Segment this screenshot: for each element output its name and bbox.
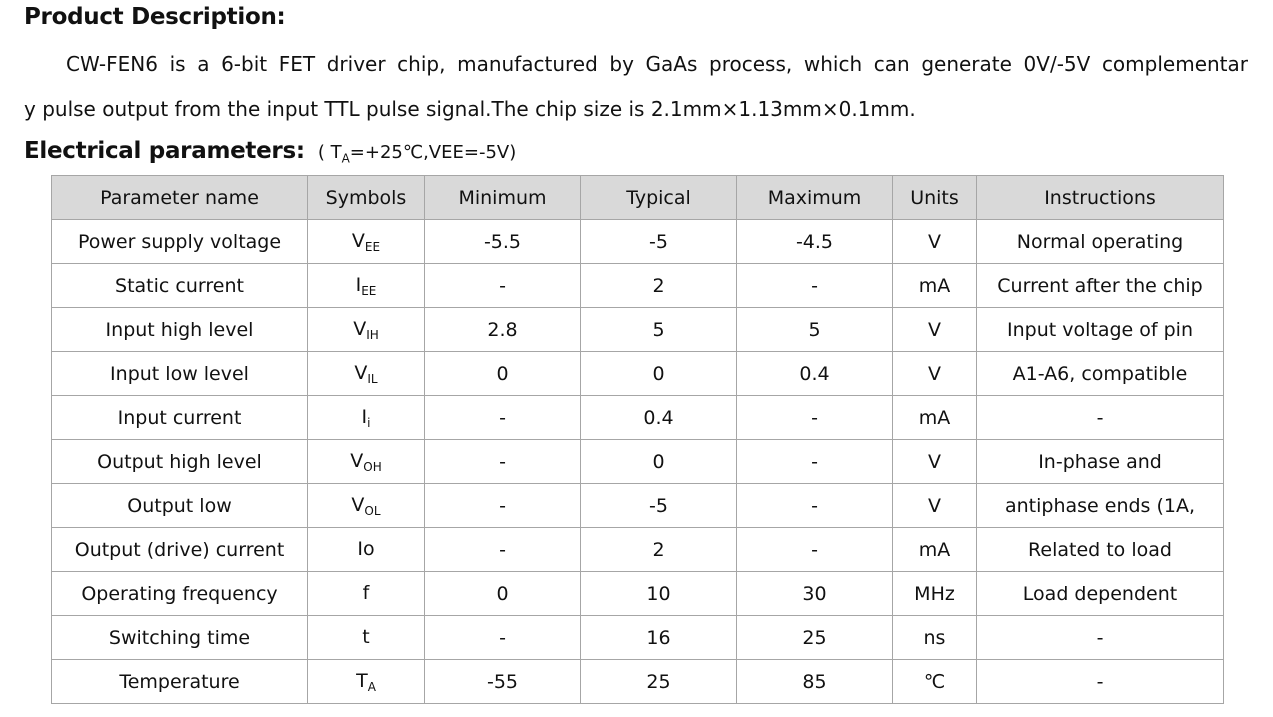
typ-cell: 25	[581, 660, 737, 704]
max-cell: 5	[737, 308, 893, 352]
param-name-cell: Power supply voltage	[52, 220, 308, 264]
typ-cell: 2	[581, 528, 737, 572]
param-name-cell: Temperature	[52, 660, 308, 704]
unit-cell: V	[893, 440, 977, 484]
symbol: V	[351, 493, 365, 516]
condition-open: ( T	[317, 142, 342, 163]
param-name-cell: Output low	[52, 484, 308, 528]
typ-cell: -5	[581, 484, 737, 528]
param-name-cell: Input current	[52, 396, 308, 440]
unit-cell: MHz	[893, 572, 977, 616]
column-header: Units	[893, 176, 977, 220]
table-row	[52, 352, 1224, 396]
unit-cell: V	[893, 352, 977, 396]
min-cell: 0	[425, 572, 581, 616]
symbol-subscript: OH	[363, 459, 382, 474]
description-line-1: CW-FEN6 is a 6-bit FET driver chip, manufactured by GaAs process, which can generate 0V/-5V complementar	[66, 52, 1248, 76]
symbol: V	[354, 361, 368, 384]
symbol-cell	[308, 572, 425, 616]
table-row	[52, 572, 1224, 616]
max-cell: -	[737, 264, 893, 308]
min-cell: 0	[425, 352, 581, 396]
instruction-cell: Load dependent	[977, 572, 1224, 616]
instruction-cell: Normal operating	[977, 220, 1224, 264]
symbol: V	[350, 449, 364, 472]
symbol-cell	[308, 660, 425, 704]
table-row	[52, 264, 1224, 308]
unit-cell: ns	[893, 616, 977, 660]
unit-cell: V	[893, 484, 977, 528]
max-cell: -	[737, 484, 893, 528]
table-row	[52, 528, 1224, 572]
instruction-cell: Current after the chip	[977, 264, 1224, 308]
symbol: t	[362, 625, 370, 648]
min-cell: -	[425, 528, 581, 572]
symbol: V	[351, 229, 365, 252]
electrical-parameters-title: Electrical parameters:	[24, 138, 305, 164]
typ-cell: 5	[581, 308, 737, 352]
min-cell: -	[425, 616, 581, 660]
symbol-cell	[308, 484, 425, 528]
instruction-cell: -	[977, 396, 1224, 440]
description-line-2: y pulse output from the input TTL pulse signal.The chip size is 2.1mm×1.13mm×0.1mm.	[24, 97, 916, 121]
instruction-cell: In-phase and	[977, 440, 1224, 484]
symbol-cell	[308, 220, 425, 264]
typ-cell: 2	[581, 264, 737, 308]
param-name-cell: Output high level	[52, 440, 308, 484]
symbol-subscript: IL	[367, 371, 378, 386]
column-header: Typical	[581, 176, 737, 220]
max-cell: 25	[737, 616, 893, 660]
symbol-subscript: OL	[364, 503, 381, 518]
symbol-cell	[308, 616, 425, 660]
param-name-cell: Input high level	[52, 308, 308, 352]
table-row	[52, 484, 1224, 528]
min-cell: -	[425, 484, 581, 528]
instruction-cell: -	[977, 616, 1224, 660]
product-description-heading: Product Description:	[24, 4, 286, 30]
unit-cell: mA	[893, 528, 977, 572]
param-name-cell: Operating frequency	[52, 572, 308, 616]
typ-cell: 0	[581, 352, 737, 396]
symbol: T	[356, 669, 368, 692]
column-header: Symbols	[308, 176, 425, 220]
table-row	[52, 440, 1224, 484]
min-cell: -	[425, 264, 581, 308]
param-name-cell: Output (drive) current	[52, 528, 308, 572]
typ-cell: 10	[581, 572, 737, 616]
instruction-cell: Related to load	[977, 528, 1224, 572]
param-name-cell: Switching time	[52, 616, 308, 660]
unit-cell: V	[893, 220, 977, 264]
min-cell: -5.5	[425, 220, 581, 264]
instruction-cell: antiphase ends (1A,	[977, 484, 1224, 528]
table-row	[52, 220, 1224, 264]
symbol-subscript: EE	[364, 239, 381, 254]
max-cell: -4.5	[737, 220, 893, 264]
min-cell: -55	[425, 660, 581, 704]
symbol: f	[362, 581, 370, 604]
max-cell: 85	[737, 660, 893, 704]
max-cell: -	[737, 440, 893, 484]
electrical-parameters-header	[24, 138, 516, 166]
symbol-subscript: A	[367, 679, 376, 694]
condition-rest: =+25℃,VEE=-5V)	[349, 142, 517, 163]
typ-cell: 0	[581, 440, 737, 484]
column-header: Parameter name	[52, 176, 308, 220]
symbol-subscript: EE	[361, 283, 377, 298]
typ-cell: -5	[581, 220, 737, 264]
symbol-cell	[308, 308, 425, 352]
typ-cell: 16	[581, 616, 737, 660]
instruction-cell: -	[977, 660, 1224, 704]
max-cell: 0.4	[737, 352, 893, 396]
symbol-cell	[308, 528, 425, 572]
symbol: I	[355, 273, 362, 296]
min-cell: -	[425, 396, 581, 440]
max-cell: -	[737, 528, 893, 572]
table-row	[52, 616, 1224, 660]
min-cell: -	[425, 440, 581, 484]
typ-cell: 0.4	[581, 396, 737, 440]
param-name-cell: Input low level	[52, 352, 308, 396]
table-row	[52, 660, 1224, 704]
symbol-cell	[308, 264, 425, 308]
electrical-parameters-table	[51, 175, 1224, 704]
instruction-cell: Input voltage of pin	[977, 308, 1224, 352]
symbol-subscript: i	[367, 415, 371, 430]
param-name-cell: Static current	[52, 264, 308, 308]
symbol-cell	[308, 440, 425, 484]
table-row	[52, 308, 1224, 352]
symbol: Io	[357, 537, 375, 560]
table-header-row	[52, 176, 1224, 220]
symbol-cell	[308, 352, 425, 396]
unit-cell: V	[893, 308, 977, 352]
column-header: Instructions	[977, 176, 1224, 220]
max-cell: -	[737, 396, 893, 440]
symbol-subscript: IH	[366, 327, 379, 342]
condition-subscript: A	[341, 151, 350, 166]
column-header: Maximum	[737, 176, 893, 220]
unit-cell: mA	[893, 264, 977, 308]
max-cell: 30	[737, 572, 893, 616]
table-row	[52, 396, 1224, 440]
min-cell: 2.8	[425, 308, 581, 352]
column-header: Minimum	[425, 176, 581, 220]
symbol: I	[361, 405, 368, 428]
test-condition	[317, 142, 517, 166]
unit-cell: mA	[893, 396, 977, 440]
instruction-cell: A1-A6, compatible	[977, 352, 1224, 396]
unit-cell: ℃	[893, 660, 977, 704]
symbol: V	[353, 317, 367, 340]
symbol-cell	[308, 396, 425, 440]
